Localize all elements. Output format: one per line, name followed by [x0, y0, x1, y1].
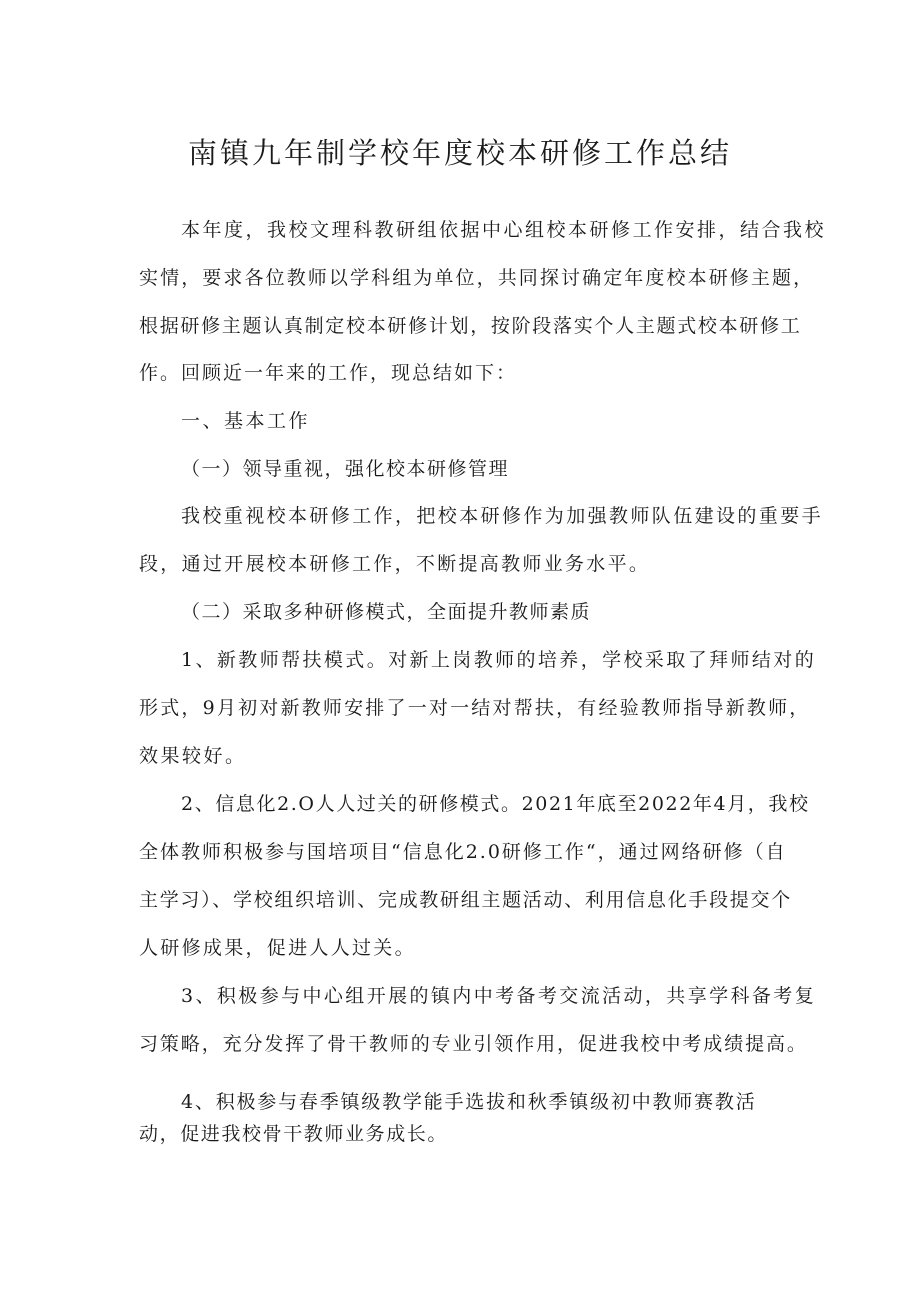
- paragraph-line: 效果较好。: [139, 745, 247, 767]
- paragraph-line: 作。回顾近一年来的工作，现总结如下：: [139, 362, 518, 384]
- paragraph-line: 习策略，充分发挥了骨干教师的专业引领作用，促进我校中考成绩提高。: [139, 1033, 808, 1055]
- paragraph-line: 全体教师积极参与国培项目“信息化2.0研修工作“，通过网络研修（自: [139, 841, 787, 863]
- paragraph-line: 段，通过开展校本研修工作，不断提高教师业务水平。: [139, 553, 651, 575]
- paragraph-line: 1、新教师帮扶模式。对新上岗教师的培养，学校采取了拜师结对的: [181, 649, 817, 671]
- paragraph-line: 我校重视校本研修工作，把校本研修作为加强教师队伍建设的重要手: [181, 505, 824, 527]
- paragraph-line: 根据研修主题认真制定校本研修计划，按阶段落实个人主题式校本研修工: [139, 315, 802, 337]
- paragraph-line: 人研修成果，促进人人过关。: [139, 937, 416, 959]
- paragraph-line: 2、信息化2.O人人过关的研修模式。2021年底至2022年4月，我校: [181, 793, 810, 815]
- subsection-heading: （一）领导重视，强化校本研修管理: [181, 458, 510, 480]
- paragraph-line: 动，促进我校骨干教师业务成长。: [139, 1123, 449, 1145]
- document-title: 南镇九年制学校年度校本研修工作总结: [187, 136, 732, 170]
- paragraph-line: 主学习）、学校组织培训、完成教研组主题活动、利用信息化手段提交个: [139, 889, 792, 911]
- paragraph-line: 4、积极参与春季镇级教学能手选拔和秋季镇级初中教师赛教活: [181, 1091, 757, 1113]
- paragraph-line: 实情，要求各位教师以学科组为单位，共同探讨确定年度校本研修主题，: [139, 267, 815, 289]
- paragraph-line: 3、积极参与中心组开展的镇内中考备考交流活动，共享学科备考复: [181, 985, 817, 1007]
- paragraph-line: 形式，9月初对新教师安排了一对一结对帮扶，有经验教师指导新教师，: [139, 697, 811, 719]
- paragraph-line: 本年度，我校文理科教研组依据中心组校本研修工作安排，结合我校: [181, 219, 827, 241]
- section-heading: 一、基本工作: [181, 410, 311, 432]
- subsection-heading: （二）采取多种研修模式，全面提升教师素质: [181, 601, 592, 623]
